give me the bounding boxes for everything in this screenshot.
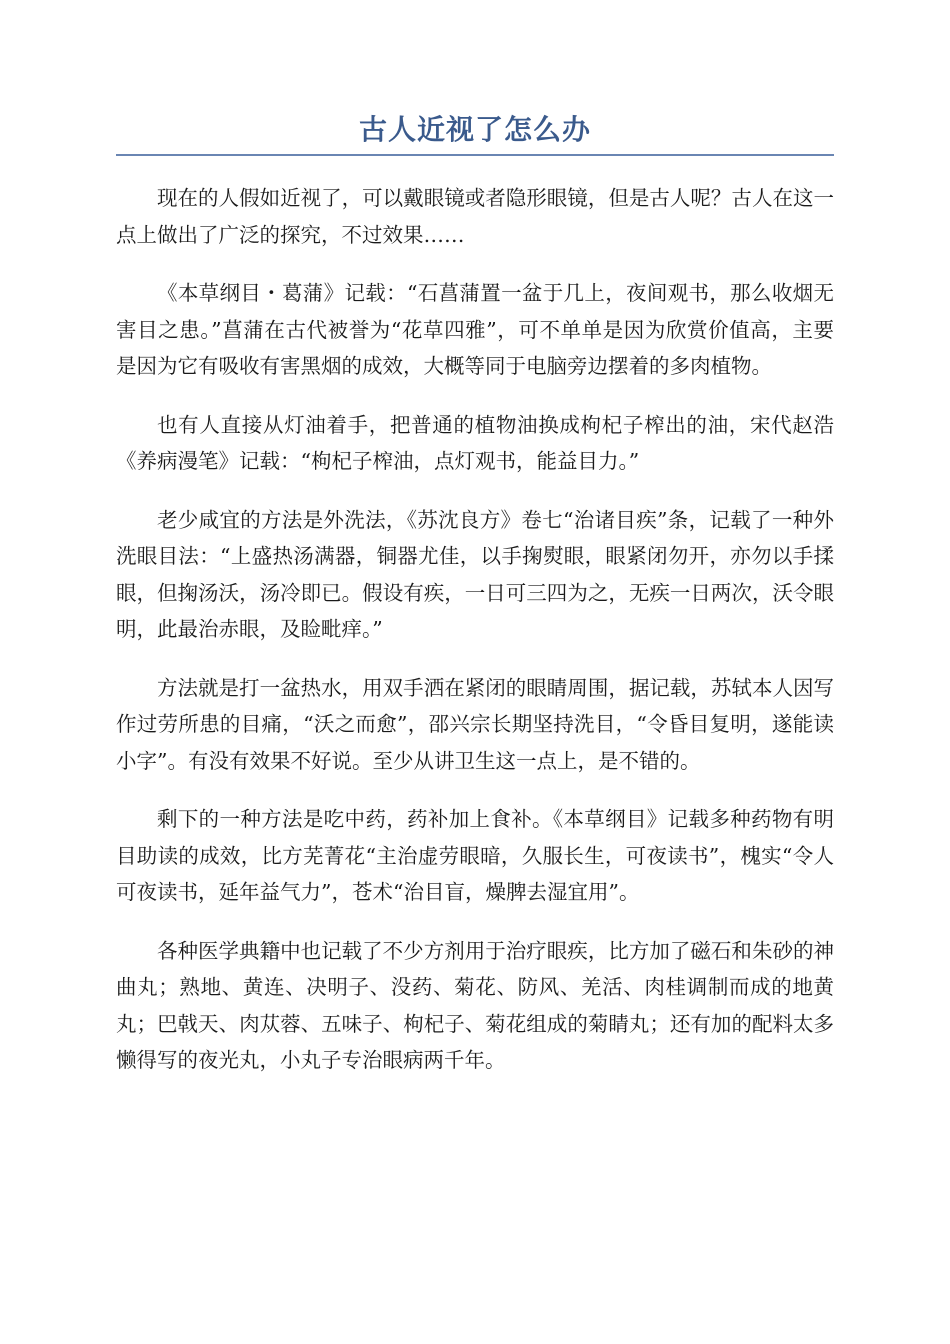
document-page bbox=[116, 110, 834, 1101]
paragraph-6: 剩下的一种方法是吃中药，药补加上食补。《本草纲目》记载多种药物有明目助读的成效，比方芜菁花“主治虚劳眼暗，久服长生，可夜读书”，槐实“令人可夜读书，延年益气力”，苍术“治目盲，燥脾去湿宜用”。 bbox=[116, 807, 834, 904]
paragraph-1: 现在的人假如近视了，可以戴眼镜或者隐形眼镜，但是古人呢？古人在这一点上做出了广泛的探究，不过效果…… bbox=[116, 186, 834, 247]
paragraph-4: 老少咸宜的方法是外洗法，《苏沈良方》卷七“治诸目疾”条，记载了一种外洗眼目法：“上盛热汤满器，铜器尤佳，以手掬熨眼，眼紧闭勿开，亦勿以手揉眼，但掬汤沃，汤冷即已。假设有疾，一日可三四为之，无疾一日两次，沃令眼明，此最治赤眼，及睑毗痒。” bbox=[116, 507, 834, 641]
paragraph-2: 《本草纲目・葛蒲》记载：“石菖蒲置一盆于几上，夜间观书，那么收烟无害目之患。”菖蒲在古代被誉为“花草四雅”，可不单单是因为欣赏价值高，主要是因为它有吸收有害黑烟的成效，大概等同于电脑旁边摆着的多肉植物。 bbox=[116, 281, 834, 378]
paragraph-5: 方法就是打一盆热水，用双手洒在紧闭的眼睛周围，据记载，苏轼本人因写作过劳所患的目痛，“沃之而愈”，邵兴宗长期坚持洗目，“令昏目复明，遂能读小字”。有没有效果不好说。至少从讲卫生这一点上，是不错的。 bbox=[116, 675, 834, 773]
paragraph-3: 也有人直接从灯油着手，把普通的植物油换成枸杞子榨出的油，宋代赵浩《养病漫笔》记载：“枸杞子榨油，点灯观书，能益目力。” bbox=[116, 412, 834, 473]
paragraph-7: 各种医学典籍中也记载了不少方剂用于治疗眼疾，比方加了磁石和朱砂的神曲丸；熟地、黄连、决明子、没药、菊花、防风、羌活、肉桂调制而成的地黄丸；巴戟天、肉苁蓉、五味子、枸杞子、菊花组成的菊睛丸；还有加的配料太多懒得写的夜光丸，小丸子专治眼病两千年。 bbox=[116, 938, 834, 1072]
page-title: 古人近视了怎么办 bbox=[358, 113, 591, 146]
title-divider bbox=[116, 154, 834, 156]
